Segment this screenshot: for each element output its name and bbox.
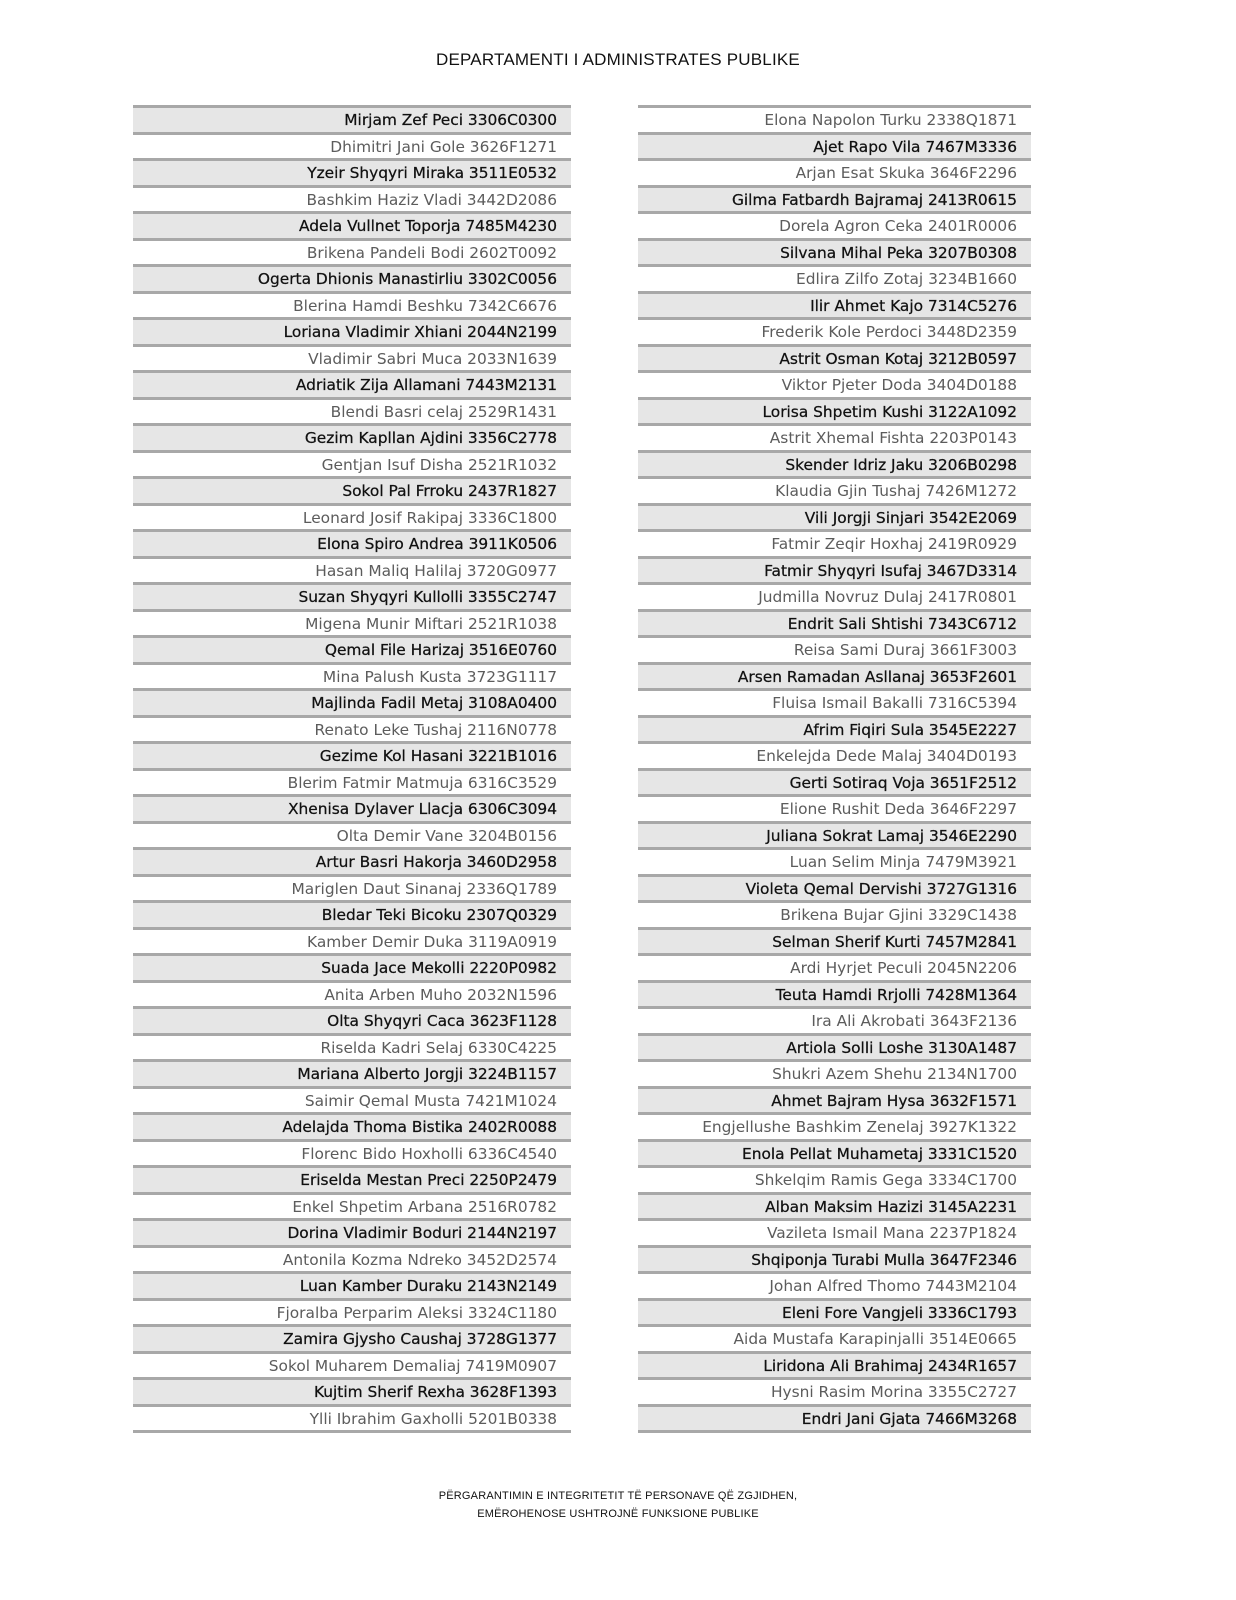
list-item: Bledar Teki Bicoku 2307Q0329 — [133, 903, 571, 930]
list-item: Shqiponja Turabi Mulla 3647F2346 — [638, 1248, 1031, 1275]
list-item: Arjan Esat Skuka 3646F2296 — [638, 161, 1031, 188]
list-item: Yzeir Shyqyri Miraka 3511E0532 — [133, 161, 571, 188]
right-name-list — [638, 105, 1031, 1433]
list-item: Artur Basri Hakorja 3460D2958 — [133, 850, 571, 877]
list-item: Xhenisa Dylaver Llacja 6306C3094 — [133, 797, 571, 824]
list-item: Mirjam Zef Peci 3306C0300 — [133, 108, 571, 135]
list-item: Hasan Maliq Halilaj 3720G0977 — [133, 559, 571, 586]
list-item: Vazileta Ismail Mana 2237P1824 — [638, 1221, 1031, 1248]
list-item: Brikena Bujar Gjini 3329C1438 — [638, 903, 1031, 930]
list-item: Frederik Kole Perdoci 3448D2359 — [638, 320, 1031, 347]
list-item: Ajet Rapo Vila 7467M3336 — [638, 135, 1031, 162]
list-item: Endri Jani Gjata 7466M3268 — [638, 1407, 1031, 1434]
list-item: Ilir Ahmet Kajo 7314C5276 — [638, 294, 1031, 321]
list-item: Enkel Shpetim Arbana 2516R0782 — [133, 1195, 571, 1222]
list-item: Riselda Kadri Selaj 6330C4225 — [133, 1036, 571, 1063]
list-item: Ylli Ibrahim Gaxholli 5201B0338 — [133, 1407, 571, 1434]
footer — [0, 1487, 1236, 1523]
footer-line-1: PËRGARANTIMIN E INTEGRITETIT TË PERSONAVE QË ZGJIDHEN, — [438, 1490, 798, 1502]
list-item: Reisa Sami Duraj 3661F3003 — [638, 638, 1031, 665]
list-item: Viktor Pjeter Doda 3404D0188 — [638, 373, 1031, 400]
list-item: Gilma Fatbardh Bajramaj 2413R0615 — [638, 188, 1031, 215]
list-item: Edlira Zilfo Zotaj 3234B1660 — [638, 267, 1031, 294]
list-item: Teuta Hamdi Rrjolli 7428M1364 — [638, 983, 1031, 1010]
list-item: Lorisa Shpetim Kushi 3122A1092 — [638, 400, 1031, 427]
list-item: Shukri Azem Shehu 2134N1700 — [638, 1062, 1031, 1089]
list-item: Alban Maksim Hazizi 3145A2231 — [638, 1195, 1031, 1222]
list-item: Gezime Kol Hasani 3221B1016 — [133, 744, 571, 771]
list-item: Migena Munir Miftari 2521R1038 — [133, 612, 571, 639]
list-item: Ardi Hyrjet Peculi 2045N2206 — [638, 956, 1031, 983]
list-item: Leonard Josif Rakipaj 3336C1800 — [133, 506, 571, 533]
list-item: Juliana Sokrat Lamaj 3546E2290 — [638, 824, 1031, 851]
list-item: Vladimir Sabri Muca 2033N1639 — [133, 347, 571, 374]
list-item: Mariana Alberto Jorgji 3224B1157 — [133, 1062, 571, 1089]
list-item: Fatmir Zeqir Hoxhaj 2419R0929 — [638, 532, 1031, 559]
list-item: Artiola Solli Loshe 3130A1487 — [638, 1036, 1031, 1063]
list-item: Brikena Pandeli Bodi 2602T0092 — [133, 241, 571, 268]
list-item: Johan Alfred Thomo 7443M2104 — [638, 1274, 1031, 1301]
list-item: Olta Shyqyri Caca 3623F1128 — [133, 1009, 571, 1036]
list-item: Judmilla Novruz Dulaj 2417R0801 — [638, 585, 1031, 612]
list-item: Klaudia Gjin Tushaj 7426M1272 — [638, 479, 1031, 506]
list-item: Majlinda Fadil Metaj 3108A0400 — [133, 691, 571, 718]
list-item: Luan Selim Minja 7479M3921 — [638, 850, 1031, 877]
list-item: Olta Demir Vane 3204B0156 — [133, 824, 571, 851]
list-item: Elione Rushit Deda 3646F2297 — [638, 797, 1031, 824]
list-item: Gezim Kapllan Ajdini 3356C2778 — [133, 426, 571, 453]
list-item: Elona Spiro Andrea 3911K0506 — [133, 532, 571, 559]
list-item: Adela Vullnet Toporja 7485M4230 — [133, 214, 571, 241]
list-item: Ogerta Dhionis Manastirliu 3302C0056 — [133, 267, 571, 294]
footer-line-2: EMËROHENOSE USHTROJNË FUNKSIONE PUBLIKE — [477, 1508, 759, 1520]
list-item: Zamira Gjysho Caushaj 3728G1377 — [133, 1327, 571, 1354]
list-item: Fjoralba Perparim Aleksi 3324C1180 — [133, 1301, 571, 1328]
list-item: Renato Leke Tushaj 2116N0778 — [133, 718, 571, 745]
list-item: Bashkim Haziz Vladi 3442D2086 — [133, 188, 571, 215]
list-item: Mina Palush Kusta 3723G1117 — [133, 665, 571, 692]
list-item: Shkelqim Ramis Gega 3334C1700 — [638, 1168, 1031, 1195]
list-item: Dorela Agron Ceka 2401R0006 — [638, 214, 1031, 241]
page-title: DEPARTAMENTI I ADMINISTRATES PUBLIKE — [436, 50, 800, 69]
list-item: Blerim Fatmir Matmuja 6316C3529 — [133, 771, 571, 798]
list-item: Kamber Demir Duka 3119A0919 — [133, 930, 571, 957]
left-name-list — [133, 105, 571, 1433]
list-item: Engjellushe Bashkim Zenelaj 3927K1322 — [638, 1115, 1031, 1142]
list-item: Adriatik Zija Allamani 7443M2131 — [133, 373, 571, 400]
list-item: Gentjan Isuf Disha 2521R1032 — [133, 453, 571, 480]
list-item: Saimir Qemal Musta 7421M1024 — [133, 1089, 571, 1116]
list-item: Blerina Hamdi Beshku 7342C6676 — [133, 294, 571, 321]
list-item: Elona Napolon Turku 2338Q1871 — [638, 108, 1031, 135]
list-item: Ira Ali Akrobati 3643F2136 — [638, 1009, 1031, 1036]
list-item: Endrit Sali Shtishi 7343C6712 — [638, 612, 1031, 639]
list-item: Enola Pellat Muhametaj 3331C1520 — [638, 1142, 1031, 1169]
list-item: Gerti Sotiraq Voja 3651F2512 — [638, 771, 1031, 798]
list-item: Violeta Qemal Dervishi 3727G1316 — [638, 877, 1031, 904]
list-item: Fatmir Shyqyri Isufaj 3467D3314 — [638, 559, 1031, 586]
list-item: Arsen Ramadan Asllanaj 3653F2601 — [638, 665, 1031, 692]
list-item: Blendi Basri celaj 2529R1431 — [133, 400, 571, 427]
list-item: Dhimitri Jani Gole 3626F1271 — [133, 135, 571, 162]
list-item: Vili Jorgji Sinjari 3542E2069 — [638, 506, 1031, 533]
list-item: Liridona Ali Brahimaj 2434R1657 — [638, 1354, 1031, 1381]
list-item: Anita Arben Muho 2032N1596 — [133, 983, 571, 1010]
list-item: Florenc Bido Hoxholli 6336C4540 — [133, 1142, 571, 1169]
list-item: Kujtim Sherif Rexha 3628F1393 — [133, 1380, 571, 1407]
list-item: Qemal File Harizaj 3516E0760 — [133, 638, 571, 665]
list-item: Suzan Shyqyri Kullolli 3355C2747 — [133, 585, 571, 612]
list-item: Loriana Vladimir Xhiani 2044N2199 — [133, 320, 571, 347]
list-item: Dorina Vladimir Boduri 2144N2197 — [133, 1221, 571, 1248]
list-item: Sokol Pal Frroku 2437R1827 — [133, 479, 571, 506]
list-item: Luan Kamber Duraku 2143N2149 — [133, 1274, 571, 1301]
list-item: Eleni Fore Vangjeli 3336C1793 — [638, 1301, 1031, 1328]
list-item: Selman Sherif Kurti 7457M2841 — [638, 930, 1031, 957]
list-item: Silvana Mihal Peka 3207B0308 — [638, 241, 1031, 268]
list-item: Aida Mustafa Karapinjalli 3514E0665 — [638, 1327, 1031, 1354]
list-item: Fluisa Ismail Bakalli 7316C5394 — [638, 691, 1031, 718]
list-item: Astrit Osman Kotaj 3212B0597 — [638, 347, 1031, 374]
list-item: Suada Jace Mekolli 2220P0982 — [133, 956, 571, 983]
list-item: Ahmet Bajram Hysa 3632F1571 — [638, 1089, 1031, 1116]
list-item: Hysni Rasim Morina 3355C2727 — [638, 1380, 1031, 1407]
list-item: Eriselda Mestan Preci 2250P2479 — [133, 1168, 571, 1195]
list-item: Mariglen Daut Sinanaj 2336Q1789 — [133, 877, 571, 904]
list-item: Antonila Kozma Ndreko 3452D2574 — [133, 1248, 571, 1275]
list-item: Enkelejda Dede Malaj 3404D0193 — [638, 744, 1031, 771]
list-item: Sokol Muharem Demaliaj 7419M0907 — [133, 1354, 571, 1381]
list-item: Astrit Xhemal Fishta 2203P0143 — [638, 426, 1031, 453]
list-item: Adelajda Thoma Bistika 2402R0088 — [133, 1115, 571, 1142]
list-item: Skender Idriz Jaku 3206B0298 — [638, 453, 1031, 480]
list-item: Afrim Fiqiri Sula 3545E2227 — [638, 718, 1031, 745]
